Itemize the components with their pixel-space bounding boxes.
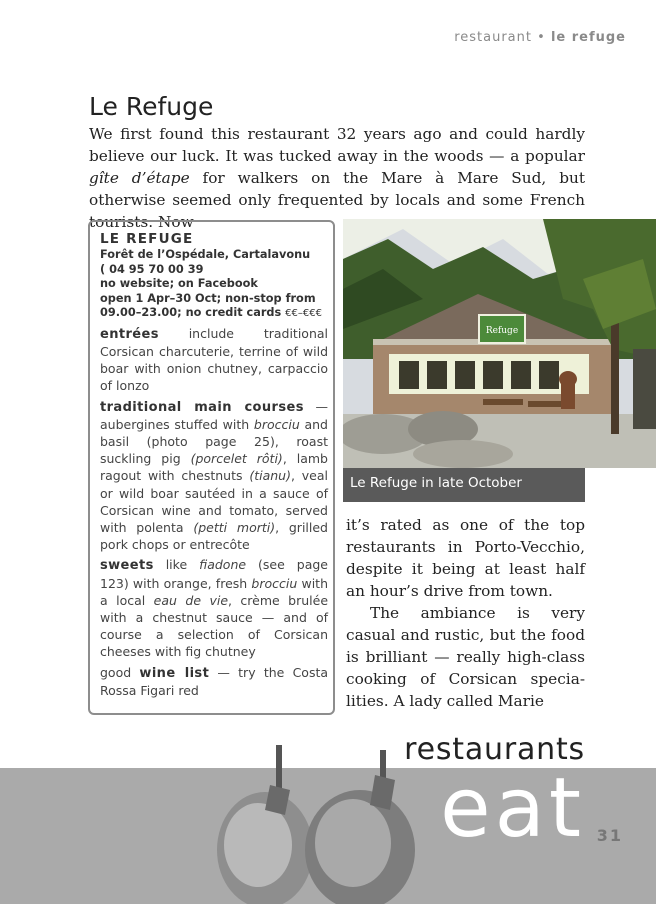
running-head-topic: le refuge [550,30,626,45]
photo-caption: Le Refuge in late October [343,468,585,502]
gite-term: gîte d’étape [89,169,190,187]
intro-text [89,123,585,233]
info-hours: open 1 Apr–30 Oct; non-stop from 09.00–23.00; no credit cards €€–€€€ [100,291,322,320]
info-address: Forêt de l’Ospédale, Cartalavonu [100,248,311,262]
page-number: 31 [596,826,623,845]
info-name: LE REFUGE [100,231,194,247]
body-paragraph-1: it’s rated as one of the top restaurants in Porto-Vecchio, despite it being at least half an hour’s drive from town. [346,516,585,600]
info-wine: good wine list — try the Costa Rossa Figari red [100,664,329,698]
info-entrees: entrées include traditional Corsican charcuterie, terrine of wild boar with onion chutney, carpaccio of lonzo [100,325,328,394]
running-head-section: restaurant [454,30,532,45]
body-paragraph-2: The ambiance is very casual and rustic, but the food is brilliant — really high-class cooking of Corsican specialities. A lady called Marie [346,604,585,710]
restaurant-info-box [88,220,335,715]
photo-sign-text: Refuge [485,326,519,336]
section-label: restaurants [404,732,585,767]
section-big-word: eat [440,761,585,856]
info-web: no website; on Facebook [100,277,258,291]
info-sweets: sweets like fiadone (see page 123) with orange, fresh brocciu with a local eau de vie, crème brulée with a chestnut sauce — and of course a selection of Corsican cheeses with fig chutney [100,557,329,660]
body-column [346,514,585,712]
restaurant-photo [343,219,656,468]
intro-paragraph: We first found this restaurant 32 years ago and could hardly believe our luck. It was tucked away in the woods — a popular gîte d’étape for walkers on the Mare à Mare Sud, but otherwise seemed only frequented by locals and some French tourists. Now [89,125,585,231]
frying-pan-illustration [210,745,430,904]
running-head [454,30,626,45]
info-phone: ( 04 95 70 00 39 [100,262,204,276]
running-head-separator: • [537,30,546,45]
info-mains: traditional main courses — aubergines stuffed with brocciu and basil (photo page 25), roast suckling pig (porcelet rôti), lamb ragout with chestnuts (tianu), veal or wild boar sautéed in a sauce of Corsican wine and tomato, served with polenta (petti morti), grilled pork chops or entrecôte [100,398,328,553]
article-title: Le Refuge [89,92,214,121]
info-price: €€–€€€ [285,308,322,320]
